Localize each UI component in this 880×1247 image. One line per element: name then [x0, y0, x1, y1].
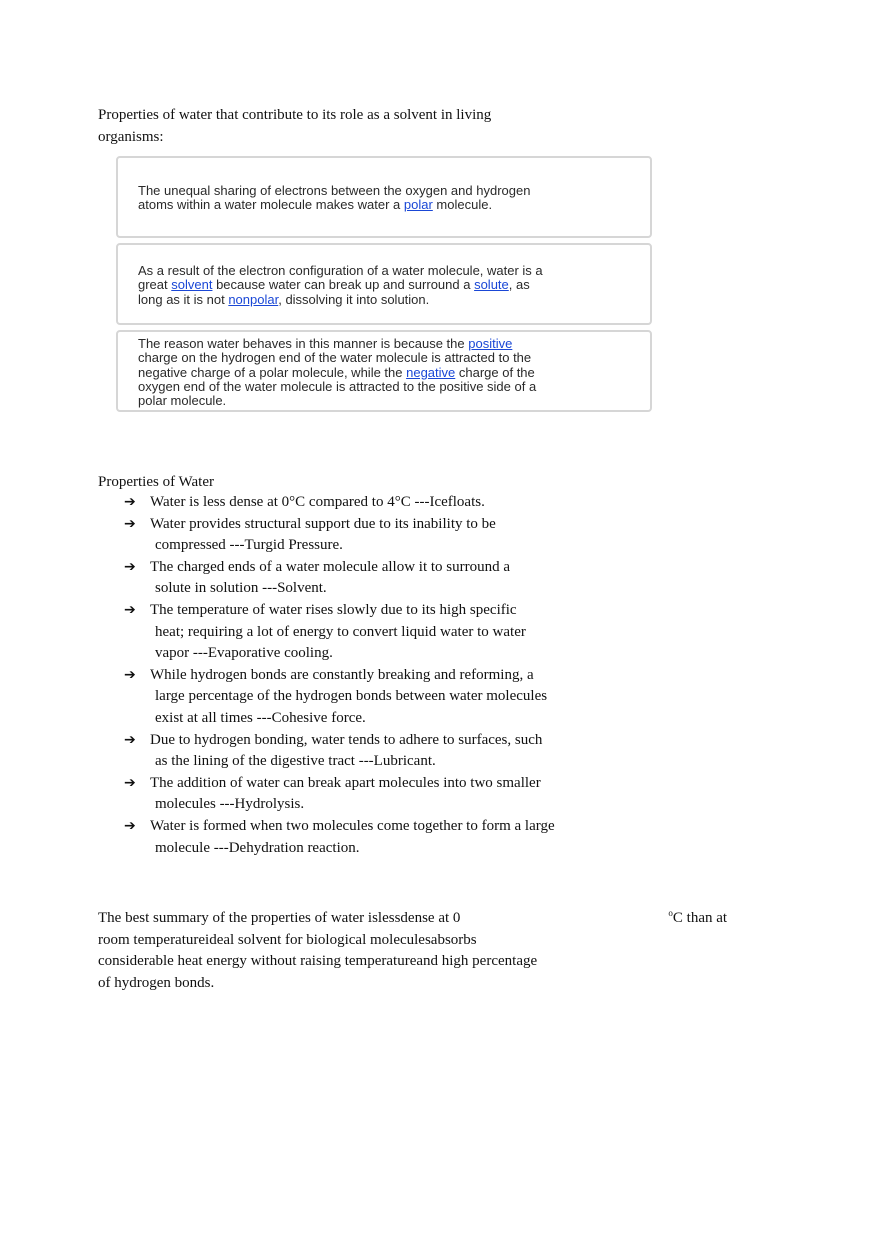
card-text: As a result of the electron configuration of a water molecule, water is a [138, 263, 543, 278]
keyword-nonpolar: nonpolar [228, 291, 279, 307]
summary-line-2: room temperatureideal solvent for biological moleculesabsorbs [98, 931, 477, 948]
list-item: ➔ Due to hydrogen bonding, water tends to adhere to surfaces, such as the lining of the digestive tract ---Lubricant. [124, 731, 543, 770]
card-text: long as it is not nonpolar, dissolving it into solution. [138, 291, 430, 307]
keyword-polar: polar [403, 197, 433, 213]
summary-line-1: The best summary of the properties of water islessdense at 0 $^o$C than at [98, 908, 728, 926]
arrow-bullet-icon: ➔ [124, 731, 136, 748]
keyword-solvent: solvent [171, 277, 213, 293]
properties-title: Properties of Water [98, 474, 214, 490]
card-text: negative charge of a polar molecule, while the negative charge of the [138, 364, 535, 380]
card-text: charge on the hydrogen end of the water molecule is attracted to the [138, 350, 532, 366]
arrow-bullet-icon: ➔ [124, 774, 136, 791]
arrow-bullet-icon: ➔ [124, 817, 136, 834]
arrow-bullet-icon: ➔ [124, 494, 136, 510]
card-text: polar molecule. [138, 393, 227, 409]
list-item: ➔ Water provides structural support due to its inability to be compressed ---Turgid Pressure. [124, 515, 496, 554]
list-item: ➔ While hydrogen bonds are constantly breaking and reforming, a large percentage of the hydrogen bonds between water molecules exist at all times ---Cohesive force. [124, 666, 548, 726]
keyword-solute: solute [474, 277, 509, 293]
info-card-solvent [116, 243, 652, 325]
arrow-bullet-icon: ➔ [124, 515, 136, 532]
card-text: The unequal sharing of electrons between the oxygen and hydrogen [138, 183, 531, 198]
card-text: oxygen end of the water molecule is attracted to the positive side of a [138, 378, 537, 394]
summary-paragraph [98, 903, 758, 994]
info-card-polar [116, 156, 652, 238]
intro-line-1: Properties of water that contribute to its role as a solvent in living [98, 107, 492, 123]
summary-line-3: considerable heat energy without raising temperatureand high percentage [98, 953, 538, 969]
intro-line-2: organisms: [98, 129, 164, 145]
card-text: great solvent because water can break up and surround a solute, as [138, 277, 530, 293]
list-item: ➔ The addition of water can break apart molecules into two smaller molecules ---Hydrolysis. [124, 774, 541, 813]
list-item: ➔ Water is formed when two molecules come together to form a large molecule ---Dehydration reaction. [124, 817, 555, 856]
arrow-bullet-icon: ➔ [124, 558, 136, 575]
intro-heading [98, 104, 538, 148]
card-text: The reason water behaves in this manner is because the positive [138, 336, 513, 351]
keyword-positive: positive [468, 336, 513, 351]
list-item: ➔ The temperature of water rises slowly due to its high specific heat; requiring a lot of energy to convert liquid water to water vapor ---Evaporative cooling. [124, 601, 526, 662]
summary-line-4: of hydrogen bonds. [98, 974, 215, 991]
card-text: atoms within a water molecule makes water a polar molecule. [138, 197, 493, 213]
list-item: ➔ The charged ends of a water molecule allow it to surround a solute in solution ---Solvent. [124, 558, 511, 597]
keyword-negative: negative [406, 364, 456, 380]
list-item: ➔ Water is less dense at 0°C compared to 4°C ---Icefloats. [124, 492, 594, 514]
arrow-bullet-icon: ➔ [124, 666, 136, 683]
arrow-bullet-icon: ➔ [124, 601, 136, 618]
properties-list [124, 492, 594, 859]
info-card-charge [116, 330, 652, 412]
